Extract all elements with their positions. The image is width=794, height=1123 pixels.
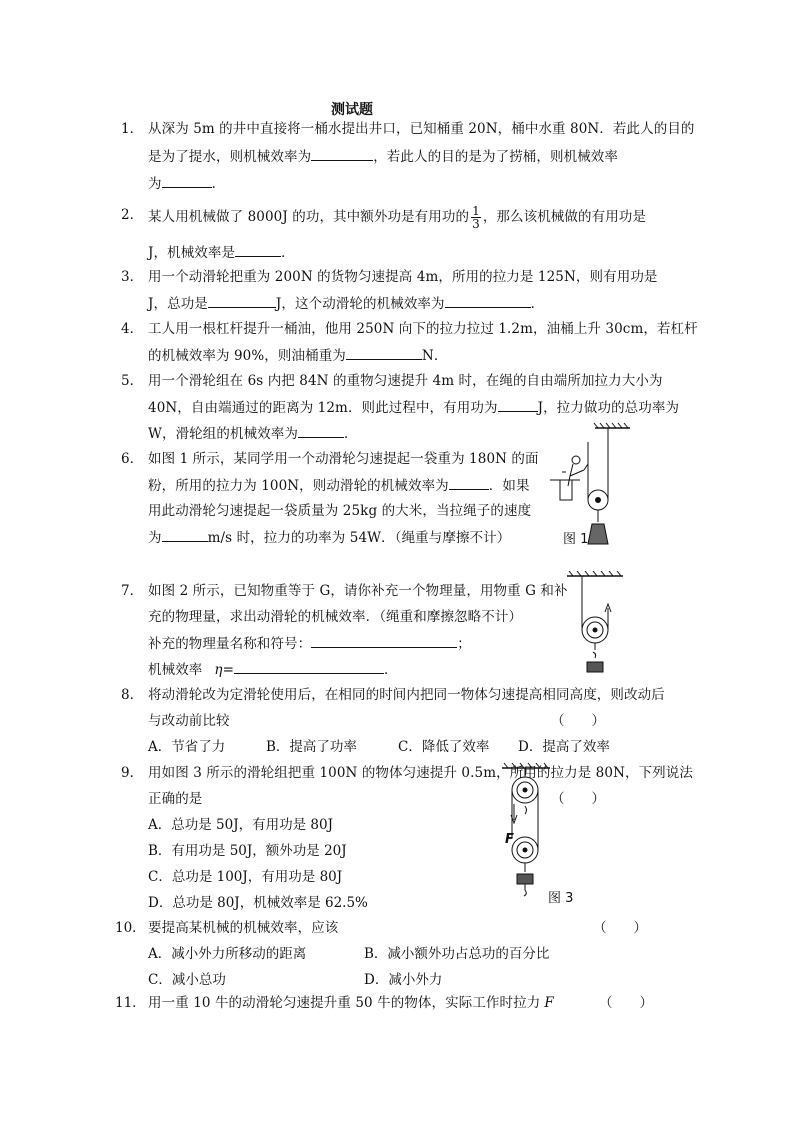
answer-bracket[interactable]: （ ）: [593, 920, 647, 936]
question-9-line-1: 用如图 3 所示的滑轮组把重 100N 的物体匀速提升 0.5m，所用的拉力是 80N，下列说法: [148, 765, 693, 781]
answer-bracket[interactable]: （ ）: [551, 713, 605, 729]
figure-2-pulley-diagram: [565, 568, 625, 678]
question-3-line-2: J，总功是 J，这个动滑轮的机械效率为 ．: [148, 293, 544, 314]
question-number-7: 7．: [121, 583, 144, 599]
option-a[interactable]: A．减小外力所移动的距离: [148, 946, 307, 962]
question-number-6: 6．: [121, 451, 144, 467]
option-c[interactable]: C．减小总功: [148, 972, 226, 988]
question-number-8: 8．: [121, 687, 144, 703]
answer-blank[interactable]: [498, 397, 538, 412]
answer-blank[interactable]: [162, 173, 212, 188]
answer-blank[interactable]: [298, 423, 344, 438]
question-5-line-3: W，滑轮组的机械效率为 ．: [148, 423, 358, 444]
answer-blank[interactable]: [346, 345, 422, 360]
question-6-line-3: 用此动滑轮匀速提起一袋质量为 25kg 的大米，当拉绳子的速度: [148, 503, 532, 519]
answer-bracket[interactable]: （ ）: [551, 791, 605, 807]
question-1-line-3: 为 ．: [148, 173, 225, 194]
question-5-line-1: 用一个滑轮组在 6s 内把 84N 的重物匀速提升 4m 时，在绳的自由端所加拉力大小为: [148, 373, 663, 389]
option-a[interactable]: A．总功是 50J，有用功是 80J: [148, 817, 334, 833]
answer-blank[interactable]: [162, 527, 208, 542]
question-8-line-1: 将动滑轮改为定滑轮使用后，在相同的时间内把同一物体匀速提高相同高度，则改动后: [148, 687, 665, 703]
answer-blank[interactable]: [449, 475, 489, 490]
figure-3-pulley-block-diagram: [500, 760, 560, 902]
question-2-line-2: J，机械效率是 ．: [148, 242, 295, 263]
force-f-label: F: [505, 832, 514, 847]
answer-blank[interactable]: [235, 242, 281, 257]
question-number-10: 10．: [115, 920, 146, 936]
question-6-line-1: 如图 1 所示，某同学用一个动滑轮匀速提起一袋重为 180N 的面: [148, 451, 539, 467]
question-3-line-1: 用一个动滑轮把重为 200N 的货物匀速提高 4m，所用的拉力是 125N，则有用功是: [148, 269, 658, 285]
question-7-line-3: 补充的物理量名称和符号： ；: [148, 633, 471, 654]
question-number-11: 11．: [115, 995, 146, 1011]
option-d[interactable]: D．总功是 80J，机械效率是 62.5%: [148, 895, 368, 911]
answer-blank[interactable]: [445, 293, 531, 308]
fraction: $\frac{1}{3}$: [472, 204, 480, 231]
answer-blank[interactable]: [208, 293, 276, 308]
question-2-line-1: 某人用机械做了 8000J 的功，其中额外功是有用功的 $\frac{1}{3}$ ，那么该机械做的有用功是: [148, 204, 647, 231]
question-number-2: 2．: [121, 207, 144, 223]
option-b[interactable]: B．有用功是 50J，额外功是 20J: [148, 843, 347, 859]
option-d[interactable]: D．提高了效率: [518, 739, 610, 755]
option-a[interactable]: A．节省了力: [148, 739, 226, 755]
question-11-line-1: 用一重 10 牛的动滑轮匀速提升重 50 牛的物体，实际工作时拉力 F: [148, 995, 554, 1011]
option-c[interactable]: C．降低了效率: [398, 739, 490, 755]
option-d[interactable]: D．减小外力: [364, 972, 443, 988]
answer-blank[interactable]: [311, 146, 373, 161]
question-4-line-2: 的机械效率为 90%，则油桶重为 N．: [148, 345, 447, 366]
answer-blank[interactable]: [311, 633, 457, 648]
answer-bracket[interactable]: （ ）: [599, 995, 653, 1011]
question-1-line-2: 是为了提水，则机械效率为 ，若此人的目的是为了捞桶，则机械效率: [148, 146, 618, 167]
question-8-line-2: 与改动前比较: [148, 713, 230, 729]
question-number-3: 3．: [121, 269, 144, 285]
option-b[interactable]: B．提高了功率: [266, 739, 357, 755]
option-b[interactable]: B．减小额外功占总功的百分比: [364, 946, 550, 962]
question-7-line-4: 机械效率 η= ．: [148, 659, 398, 680]
question-number-4: 4．: [121, 321, 144, 337]
figure-1-label: 图 1: [563, 532, 589, 547]
answer-blank[interactable]: [234, 659, 384, 674]
question-number-5: 5．: [121, 373, 144, 389]
question-10-line-1: 要提高某机械的机械效率，应该: [148, 920, 339, 936]
question-1-line-1: 从深为 5m 的井中直接将一桶水提出井口，已知桶重 20N，桶中水重 80N．若此人的目的: [148, 121, 695, 137]
page-title: 测试题: [331, 102, 373, 118]
question-6-line-4: 为 m/s 时，拉力的功率为 54W．（绳重与摩擦不计）: [148, 527, 510, 548]
question-number-1: 1．: [121, 121, 144, 137]
question-5-line-2: 40N，自由端通过的距离为 12m．则此过程中，有用功为 J，拉力做功的总功率为: [148, 397, 679, 418]
question-4-line-1: 工人用一根杠杆提升一桶油，他用 250N 向下的拉力拉过 1.2m，油桶上升 30cm，若杠杆: [148, 321, 698, 337]
question-number-9: 9．: [121, 765, 144, 781]
question-7-line-1: 如图 2 所示，已知物重等于 G，请你补充一个物理量，用物重 G 和补: [148, 583, 568, 599]
figure-1-pulley-diagram: [540, 420, 640, 555]
figure-3-label: 图 3: [548, 891, 574, 906]
question-9-line-2: 正确的是: [148, 791, 203, 807]
question-6-line-2: 粉，所用的拉力为 100N，则动滑轮的机械效率为 ．如果: [148, 475, 530, 496]
option-c[interactable]: C．总功是 100J，有用功是 80J: [148, 869, 343, 885]
question-7-line-2: 充的物理量，求出动滑轮的机械效率．（绳重和摩擦忽略不计）: [148, 609, 523, 625]
